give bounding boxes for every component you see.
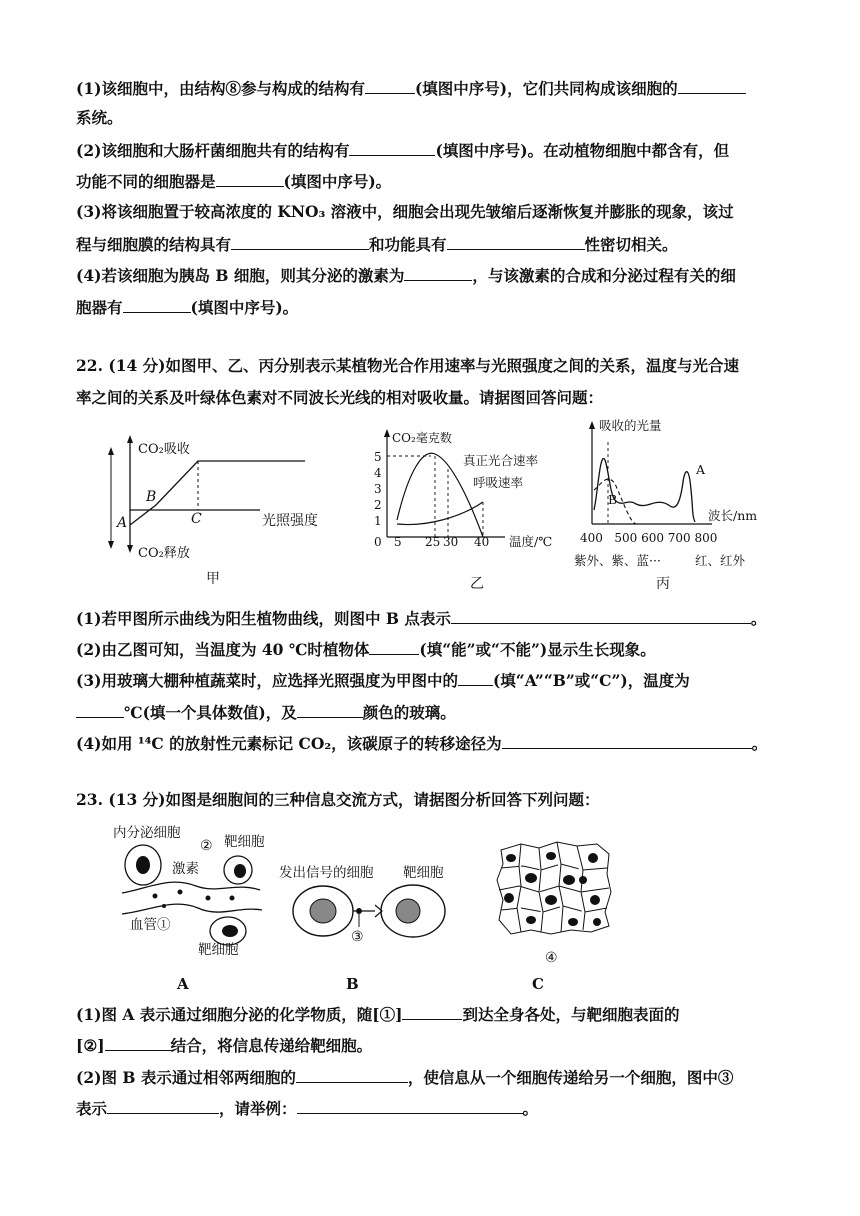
- fig-b-sender-label: 发出信号的细胞: [279, 865, 374, 881]
- q23-p1-text-b: 到达全身各处，与靶细胞表面的: [462, 1005, 680, 1024]
- q22-line-1: [76, 607, 766, 629]
- jia-y-up-label: CO₂吸收: [138, 442, 190, 457]
- answer-blank[interactable]: [296, 1066, 408, 1083]
- answer-blank[interactable]: [502, 732, 752, 749]
- fig-c-caption: C: [532, 975, 544, 993]
- fig-b-caption: B: [346, 975, 359, 993]
- answer-blank[interactable]: [349, 139, 435, 156]
- fig-c-label-4: ④: [545, 950, 558, 966]
- bing-region-left: 紫外、紫、蓝···: [574, 553, 661, 568]
- answer-blank[interactable]: [76, 701, 124, 718]
- q23-p2-text-c: 表示: [76, 1099, 108, 1118]
- q21-p4-text-c: 胞器有: [76, 298, 123, 317]
- yi-y-tick: 2: [374, 498, 382, 512]
- q23-stem: 23. (13 分)如图是细胞间的三种信息交流方式，请据图分析回答下列问题：: [76, 790, 600, 809]
- answer-blank[interactable]: [678, 77, 746, 94]
- fig-a-endocrine-label: 内分泌细胞: [113, 825, 181, 841]
- yi-x-tick: 0: [374, 535, 382, 549]
- q22-stem-1: 22. (14 分)如图甲、乙、丙分别表示某植物光合作用速率与光照强度之间的关系，温度与光合速: [76, 356, 739, 375]
- yi-x-tick: 40: [474, 535, 490, 549]
- q23-p1-text-c: [②]: [76, 1036, 105, 1055]
- yi-x-tick: 5: [394, 535, 402, 549]
- q22-p3-text-c: ℃(填一个具体数值)，及: [124, 703, 297, 722]
- fig-a-vessel: 血管①: [130, 917, 171, 933]
- q23-line-1: [76, 1003, 679, 1025]
- fig-a-hormone: 激素: [172, 861, 199, 877]
- q21-p2-text-a: (2)该细胞和大肠杆菌细胞共有的结构有: [76, 141, 350, 160]
- q21-line-3: [76, 139, 729, 161]
- jia-point-c: C: [191, 511, 202, 527]
- q22-p1-text: (1)若甲图所示曲线为阳生植物曲线，则图中 B 点表示: [76, 609, 451, 628]
- q21-p2-text-d: (填图中序号)。: [283, 172, 392, 191]
- period: 。: [522, 1099, 539, 1118]
- q22-line-4: [76, 701, 456, 723]
- bing-x-label: 波长/nm: [708, 508, 758, 523]
- answer-blank[interactable]: [216, 170, 284, 187]
- q21-p1-text-a: (1)该细胞中，由结构⑧参与构成的结构有: [76, 79, 365, 98]
- bing-curve-a: A: [696, 462, 706, 477]
- fig-a-caption: A: [177, 975, 189, 993]
- q21-p4-text-d: (填图中序号)。: [190, 298, 299, 317]
- bing-x-ticks: 400 500 600 700 800: [580, 531, 718, 545]
- q22-line-3: [76, 669, 690, 691]
- fig-b-label-3: ③: [351, 929, 364, 945]
- q21-line-8: [76, 296, 298, 318]
- q21-p4-text-b: ，与该激素的合成和分泌过程有关的细: [472, 266, 736, 285]
- q21-line-4: [76, 170, 391, 192]
- q22-p3-text-a: (3)用玻璃大棚种植蔬菜时，应选择光照强度为甲图中的: [76, 671, 458, 690]
- fig-b-target-label: 靶细胞: [403, 865, 444, 881]
- period: 。: [750, 609, 767, 628]
- q21-p1-text-b: (填图中序号)，它们共同构成该细胞的: [414, 79, 678, 98]
- fig-a-label-2: ②: [200, 838, 213, 854]
- yi-y-tick: 3: [374, 482, 382, 496]
- q22-stem-2: 率之间的关系及叶绿体色素对不同波长光线的相对吸收量。请据图回答问题：: [76, 388, 604, 407]
- q23-p2-text-a: (2)图 B 表示通过相邻两细胞的: [76, 1068, 296, 1087]
- yi-x-tick: 25: [425, 535, 441, 549]
- yi-curve1-label: 真正光合速率: [463, 453, 539, 468]
- q23-line-2: [76, 1034, 372, 1056]
- q23-p2-text-b: ，使信息从一个细胞传递给另一个细胞，图中③: [407, 1068, 734, 1087]
- figure-b-contact: [275, 855, 475, 950]
- answer-blank[interactable]: [402, 1003, 462, 1020]
- answer-blank[interactable]: [297, 701, 363, 718]
- q23-line-4: [76, 1097, 538, 1119]
- fig-a-target-bottom: 靶细胞: [198, 942, 239, 958]
- answer-blank[interactable]: [369, 638, 419, 655]
- answer-blank[interactable]: [447, 233, 585, 250]
- answer-blank[interactable]: [404, 264, 472, 281]
- answer-blank[interactable]: [231, 233, 369, 250]
- answer-blank[interactable]: [123, 296, 191, 313]
- q23-p1-text-a: (1)图 A 表示通过细胞分泌的化学物质，随[①]: [76, 1005, 403, 1024]
- q21-line-7: [76, 264, 736, 286]
- q22-p4-text: (4)如用 ¹⁴C 的放射性元素标记 CO₂，该碳原子的转移途径为: [76, 734, 502, 753]
- yi-x-tick: 30: [443, 535, 459, 549]
- answer-blank[interactable]: [105, 1034, 171, 1051]
- q23-p2-text-d: ，请举例：: [219, 1099, 297, 1118]
- q21-p3-text-b: 程与细胞膜的结构具有: [76, 235, 232, 254]
- bing-caption: 丙: [656, 576, 670, 592]
- jia-caption: 甲: [206, 571, 220, 587]
- yi-y-tick: 1: [374, 514, 382, 528]
- yi-y-label: CO₂毫克数: [392, 431, 452, 445]
- q23-p1-text-d: 结合，将信息传递给靶细胞。: [170, 1036, 373, 1055]
- q22-p3-text-d: 颜色的玻璃。: [362, 703, 456, 722]
- answer-blank[interactable]: [107, 1097, 219, 1114]
- q22-p2-text-a: (2)由乙图可知，当温度为 40 ℃时植物体: [76, 640, 370, 659]
- jia-point-a: A: [117, 515, 128, 531]
- q22-line-2: [76, 638, 656, 660]
- answer-blank[interactable]: [297, 1097, 523, 1114]
- q22-line-5: [76, 732, 767, 754]
- bing-region-right: 红、红外: [695, 553, 746, 568]
- figure-jia: [100, 425, 350, 595]
- jia-y-down-label: CO₂释放: [138, 546, 190, 561]
- figure-c-plasmodesmata: [495, 840, 615, 970]
- bing-y-label: 吸收的光量: [599, 418, 662, 433]
- fig-a-target-top: 靶细胞: [224, 834, 265, 850]
- figure-a-endocrine: [100, 818, 285, 963]
- yi-x-label: 温度/℃: [509, 534, 553, 549]
- q21-p2-text-c: 功能不同的细胞器是: [76, 172, 216, 191]
- q21-p2-text-b: (填图中序号)。在动植物细胞中都含有，但: [435, 141, 730, 160]
- q22-p3-text-b: (填“A”“B”或“C”)，温度为: [492, 671, 690, 690]
- q21-line-2: 系统。: [76, 108, 123, 127]
- figure-bing: [572, 412, 772, 595]
- q23-line-3: [76, 1066, 733, 1088]
- answer-blank[interactable]: [451, 607, 751, 624]
- q21-p3-text-c: 和功能具有: [369, 235, 447, 254]
- q21-line-6: [76, 233, 678, 255]
- q21-p3-text-d: 性密切相关。: [584, 235, 678, 254]
- q21-p4-text-a: (4)若该细胞为胰岛 B 细胞，则其分泌的激素为: [76, 266, 405, 285]
- q22-p2-text-b: (填“能”或“不能”)显示生长现象。: [419, 640, 656, 659]
- yi-curve2-label: 呼吸速率: [473, 475, 524, 490]
- period: 。: [751, 734, 768, 753]
- jia-x-label: 光照强度: [262, 513, 318, 529]
- jia-point-b: B: [146, 489, 157, 505]
- yi-y-tick: 5: [374, 450, 382, 464]
- q21-line-5: (3)将该细胞置于较高浓度的 KNO₃ 溶液中，细胞会出现先皱缩后逐渐恢复并膨胀的现象，该过: [76, 202, 734, 221]
- answer-blank[interactable]: [365, 77, 415, 94]
- answer-blank[interactable]: [458, 669, 493, 686]
- figure-yi: [365, 425, 565, 595]
- bing-curve-b: B: [608, 492, 618, 507]
- yi-y-tick: 4: [374, 466, 382, 480]
- q21-line-1: [76, 77, 746, 99]
- yi-caption: 乙: [470, 576, 484, 592]
